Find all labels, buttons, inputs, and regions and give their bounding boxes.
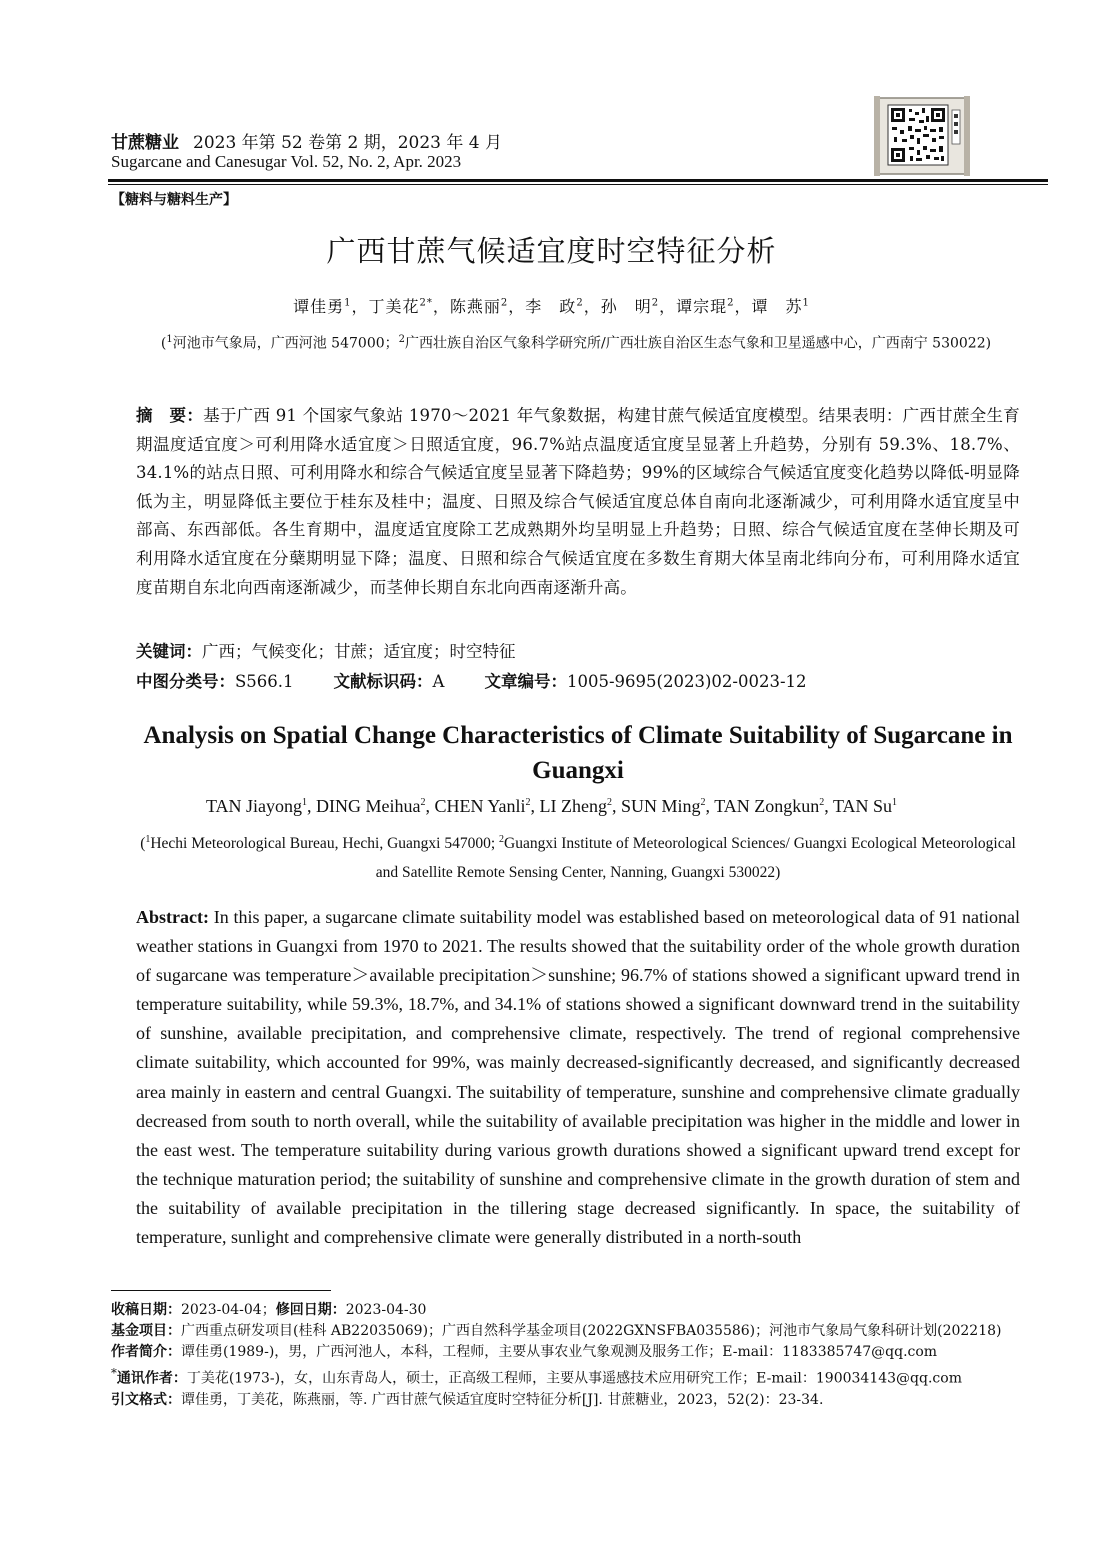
footnote-rule	[111, 1290, 331, 1291]
journal-issue-en: Sugarcane and Canesugar Vol. 52, No. 2, Apr. 2023	[111, 152, 462, 171]
abstract-label-en: Abstract:	[136, 907, 209, 927]
author-en: TAN Su$^1$	[832, 796, 898, 816]
author-en: CHEN Yanli$^2$	[434, 796, 531, 816]
author-en: LI Zheng$^2$	[539, 796, 613, 816]
author-cn: 陈燕丽$^2$	[449, 297, 509, 316]
abstract-cn	[136, 402, 1020, 602]
header-rule-thin	[108, 184, 1048, 185]
abstract-en	[136, 903, 1020, 1252]
author-en: DING Meihua$^2$	[316, 796, 426, 816]
footnote-author: 作者简介：谭佳勇(1989-)，男，广西河池人，本科，工程师，主要从事农业气象观测及服务工作；E-mail：1183385747@qq.com	[111, 1344, 938, 1360]
author-cn: 丁美花$^{2*}$	[368, 297, 433, 316]
page-title-en: Analysis on Spatial Change Characteristics of Climate Suitability of Sugarcane in Guangxi	[143, 722, 1013, 784]
abstract-text-en: In this paper, a sugarcane climate suitability model was established based on meteorological data of 91 national weather stations in Guangxi from 1970 to 2021. The results showed that the suitability order of the whole growth duration of sugarcane was temperature＞available precipitation＞sunshine; 96.7% of stations showed a significant upward trend in temperature suitability, while 59.3%, 18.7%, and 34.1% of stations showed a significant downward trend in the suitability of sunshine, available precipitation, and comprehensive climate, respectively. The trend of regional comprehensive climate suitability, which accounted for 99%, was mainly decreased-significantly decreased, and significantly decreased area mainly in eastern and central Guangxi. The suitability of temperature, sunshine and comprehensive climate gradually decreased from south to north overall, while the suitability of available precipitation was higher in the middle and lower in the east west. The temperature suitability during various growth durations showed a significant upward trend except for the technique maturation period; the suitability of sunshine and comprehensive climate in the growth duration of stem and the suitability of available precipitation in the tillering stage decreased significantly. In space, the suitability of temperature, sunlight and comprehensive climate were generally distributed in a north-south	[136, 907, 1020, 1248]
header-rule-thick	[108, 179, 1048, 182]
author-en: TAN Zongkun$^2$	[714, 796, 825, 816]
author-cn: 李 政$^2$	[525, 297, 584, 316]
journal-header-cn	[111, 128, 502, 153]
author-cn: 谭佳勇$^1$	[293, 297, 352, 316]
column-label: 【糖料与糖料生产】	[111, 192, 237, 208]
abstract-label-cn: 摘 要：	[136, 406, 204, 425]
keywords-cn: 关键词：广西；气候变化；甘蔗；适宜度；时空特征	[136, 642, 516, 661]
page-title-cn: 广西甘蔗气候适宜度时空特征分析	[326, 234, 777, 268]
author-en: SUN Ming$^2$	[621, 796, 706, 816]
journal-issue-cn: 2023 年第 52 卷第 2 期，2023 年 4 月	[193, 133, 503, 153]
author-cn: 谭宗琨$^2$	[676, 297, 735, 316]
footnote-citation: 引文格式：谭佳勇，丁美花，陈燕丽，等. 广西甘蔗气候适宜度时空特征分析[J]. 甘蔗糖业，2023，52(2)：23-34.	[111, 1391, 824, 1408]
footnote-fund: 基金项目：广西重点研发项目(桂科 AB22035069)；广西自然科学基金项目(2022GXNSFBA035586)；河池市气象局气象科研计划(202218)	[111, 1323, 1002, 1339]
footnote-corresponding: *通讯作者：丁美花(1973-)，女，山东青岛人，硕士，正高级工程师，主要从事遥感技术应用研究工作；E-mail：190034143@qq.com	[111, 1366, 962, 1387]
doc-code: A	[432, 672, 445, 691]
authors-cn: 谭佳勇$^1$，丁美花$^{2*}$，陈燕丽$^2$，李 政$^2$，孙 明$^2$，谭宗琨$^2$，谭 苏$^1$	[293, 297, 810, 316]
footnote-dates: 收稿日期：2023-04-04；修回日期：2023-04-30	[111, 1302, 427, 1318]
abstract-text-cn: 基于广西 91 个国家气象站 1970～2021 年气象数据，构建甘蔗气候适宜度模型。结果表明：广西甘蔗全生育期温度适宜度＞可利用降水适宜度＞日照适宜度，96.7%站点温度适宜度呈显著上升趋势，分别有 59.3%、18.7%、34.1%的站点日照、可利用降水和综合气候适宜度呈显著下降趋势；99%的区域综合气候适宜度变化趋势以降低-明显降低为主，明显降低主要位于桂东及桂中；温度、日照及综合气候适宜度总体自南向北逐渐减少，可利用降水适宜度呈中部高、东西部低。各生育期中，温度适宜度除工艺成熟期外均呈明显上升趋势；日照、综合气候适宜度在茎伸长期及可利用降水适宜度在分蘖期明显下降；温度、日照和综合气候适宜度在多数生育期大体呈南北纬向分布，可利用降水适宜度苗期自东北向西南逐渐减少，而茎伸长期自东北向西南逐渐升高。	[136, 406, 1020, 597]
qr-code-icon	[872, 96, 972, 176]
journal-name: 甘蔗糖业	[111, 133, 179, 153]
author-cn: 谭 苏$^1$	[751, 297, 810, 316]
classification-line: 中图分类号：S566.1 文献标识码：A 文章编号：1005-9695(2023)02-0023-12	[136, 672, 807, 691]
author-en: TAN Jiayong$^1$	[205, 796, 308, 816]
author-cn: 孙 明$^2$	[600, 297, 660, 316]
clc-number: S566.1	[235, 672, 294, 691]
article-number: 1005-9695(2023)02-0023-12	[566, 672, 807, 691]
affiliations-cn: ($^1$河池市气象局，广西河池 547000；$^2$广西壮族自治区气象科学研究所/广西壮族自治区生态气象和卫星遥感中心，广西南宁 530022)	[160, 334, 992, 352]
authors-en: TAN Jiayong$^1$, DING Meihua$^2$, CHEN Yanli$^2$, LI Zheng$^2$, SUN Ming$^2$, TAN Zongkun$^2$, TAN Su$^1$	[205, 796, 898, 816]
affiliations-en: ($^1$Hechi Meteorological Bureau, Hechi, Guangxi 547000; $^2$Guangxi Institute of Meteorological Sciences/ Guangxi Ecological Meteorological and Satellite Remote Sensing Center, Nanning, Guangxi 530022)	[140, 834, 1016, 882]
footnotes	[111, 1301, 1051, 1412]
